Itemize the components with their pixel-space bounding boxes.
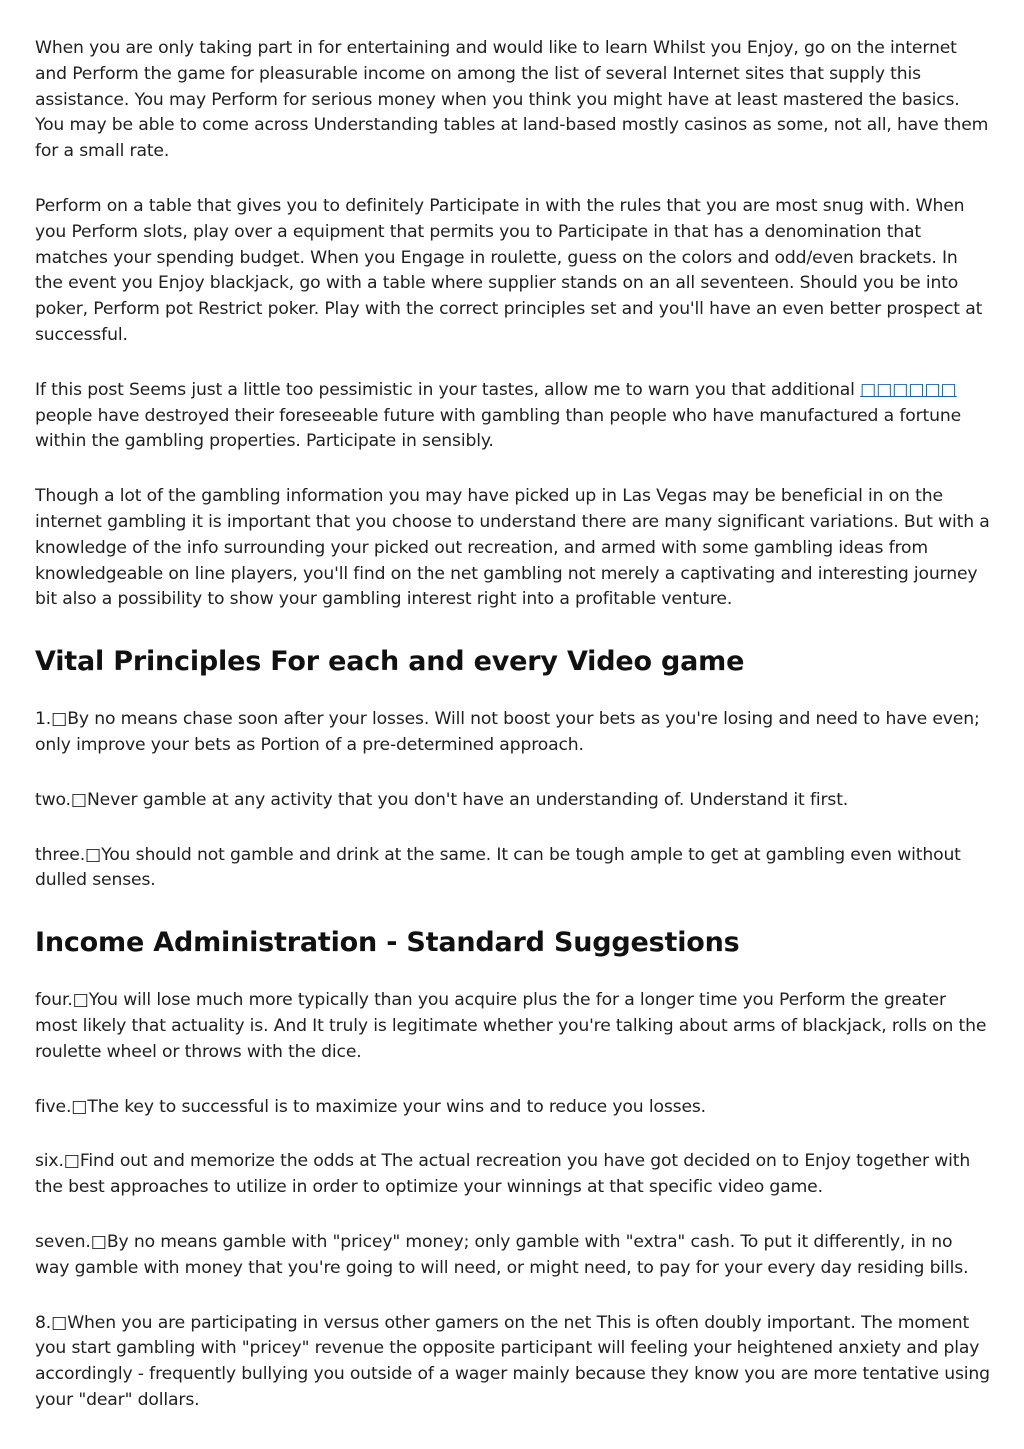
list-item-text: key to successful is to maximize your wins and to reduce you losses. (124, 1096, 706, 1117)
list-item-lead: By (106, 1231, 129, 1252)
list-item (35, 1230, 990, 1282)
list-item-number: 8.□ (35, 1312, 68, 1333)
warning-text-before: If this post Seems just a little too pessimistic in your tastes, allow me to warn you that additional (35, 379, 861, 400)
list-item-lead: By (67, 709, 89, 730)
list-item (35, 1311, 990, 1414)
inline-link[interactable]: □□□□□□ (860, 379, 957, 400)
list-item-text: no means chase soon after your losses. Will not boost your bets as you're losing and need to have even; only improve your bets as Portion of a pre-determined approach. (35, 709, 980, 755)
paragraph-intro: When you are only taking part in for entertaining and would like to learn Whilst you Enjoy, go on the internet and Perform the game for pleasurable income on among the list of several Internet sites that supply this assistance. You may Perform for serious money when you think you might have at least mastered the basics. You may be able to come across Understanding tables at land-based mostly casinos as some, not all, have them for a small rate. (35, 38, 989, 162)
paragraph-online-gambling: Though a lot of the gambling information you may have picked up in Las Vegas may be beneficial in on the internet gambling it is important that you choose to understand there are many significant variations. But with a knowledge of the info surrounding your picked out recreation, and armed with some gambling ideas from knowledgeable on line players, you'll find on the net gambling not merely a captivating and interesting journey bit also a possibility to show your gambling interest right into a profitable venture. (35, 486, 990, 610)
list-item (35, 843, 990, 895)
list-item-number: three.□ (35, 844, 102, 865)
list-item-number: seven.□ (35, 1231, 107, 1252)
list-item-number: six.□ (35, 1151, 80, 1172)
list-item-lead: Find (79, 1151, 115, 1172)
paragraph-tables: Perform on a table that gives you to definitely Participate in with the rules that you are most snug with. When you Perform slots, play over a equipment that permits you to Participate in that has a denomination that matches your spending budget. When you Engage in roulette, guess on the colors and odd/even brackets. In the event you Enjoy blackjack, go with a table where supplier stands on an all seventeen. Should you be into poker, Perform pot Restrict poker. Play with the correct principles set and you'll have an even better prospect at successful. (35, 195, 983, 345)
list-item-lead: Never (86, 789, 138, 810)
list-item (35, 1095, 990, 1121)
list-item-lead: When (67, 1312, 116, 1333)
paragraph-warning (35, 378, 990, 455)
list-item-number: 1.□ (35, 709, 68, 730)
list-item-text: will lose much more typically than you acquire plus the for a longer time you Perform the greater most likely that actuality is. And It truly is legitimate whether you're talking about arms of blackjack, rolls on the roulette wheel or throws with the dice. (35, 990, 987, 1062)
list-item-text: gamble at any activity that you don't have an understanding of. Understand it first. (142, 789, 849, 810)
list-item-number: two.□ (35, 789, 87, 810)
list-item (35, 988, 990, 1065)
list-item (35, 707, 990, 759)
list-item (35, 1149, 990, 1201)
list-item-number: five.□ (35, 1096, 88, 1117)
list-item-text: out and memorize the odds at The actual recreation you have got decided on to Enjoy together with the best approaches to utilize in order to optimize your winnings at that specific video game. (35, 1151, 971, 1198)
section-heading-principles: Vital Principles For each and every Video game (35, 646, 745, 678)
list-item-text: no means gamble with "pricey" money; only gamble with "extra" cash. To put it differently, in no way gamble with money that you're going to will need, or might need, to pay for your every day residing bills. (35, 1231, 969, 1278)
list-item-lead: You (88, 990, 118, 1011)
list-item-text: you are participating in versus other gamers on the net This is often doubly important. The moment you start gambling with "pricey" revenue the opposite participant will feeling your heightened anxiety and play accordingly - frequently bullying you outside of a wager mainly because they know you are more tentative using your "dear" dollars. (35, 1312, 990, 1410)
list-item-number: four.□ (35, 990, 89, 1011)
warning-text-after: people have destroyed their foreseeable future with gambling than people who have manufactured a fortune within the gambling properties. Participate in sensibly. (35, 405, 962, 452)
list-item-text: should not gamble and drink at the same. It can be tough ample to get at gambling even without dulled senses. (35, 844, 961, 891)
list-item-lead: You (101, 844, 131, 865)
list-item-lead: The (87, 1096, 119, 1117)
list-item (35, 788, 990, 814)
section-heading-money-management: Income Administration - Standard Suggestions (35, 927, 740, 959)
